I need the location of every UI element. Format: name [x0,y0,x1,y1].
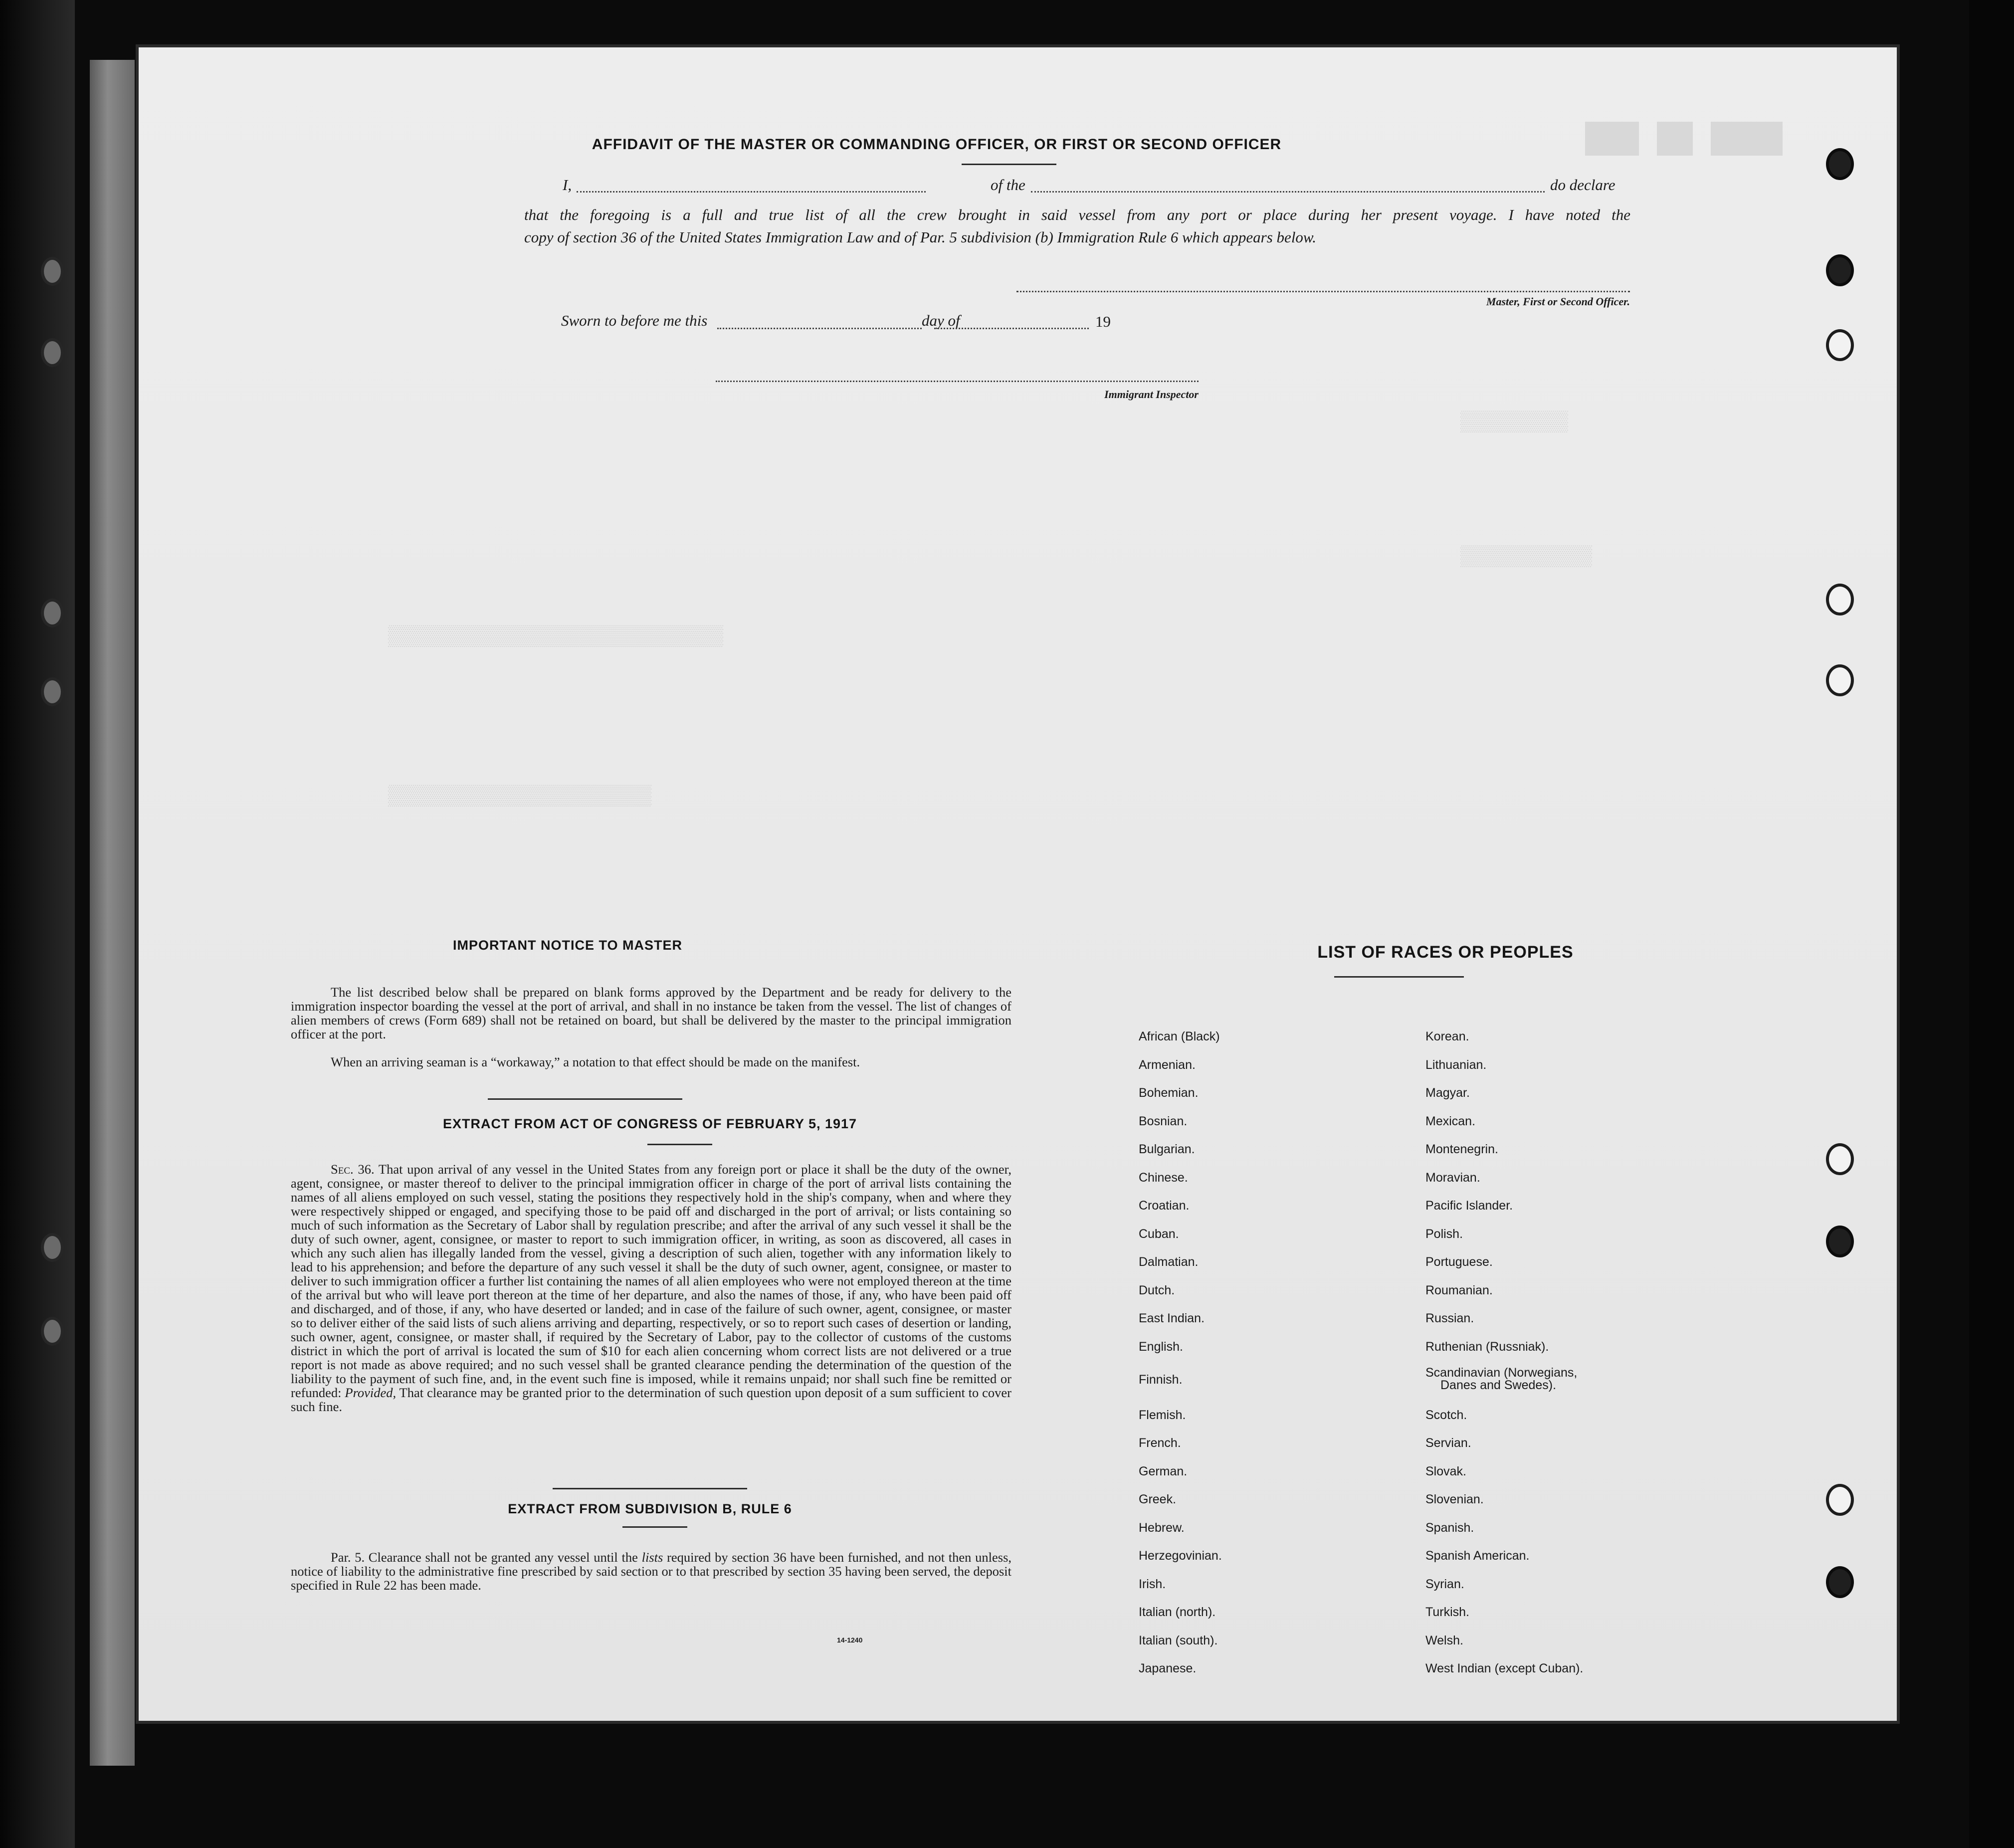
race-item: Portuguese. [1425,1255,1493,1269]
affidavit-title: AFFIDAVIT OF THE MASTER OR COMMANDING OFFICER, OR FIRST OR SECOND OFFICER [592,136,1282,153]
race-item: Slovenian. [1425,1492,1484,1506]
race-item: Scandinavian (Norwegians, [1425,1365,1578,1380]
signature-blank[interactable] [1016,291,1630,292]
month-blank[interactable] [934,328,1089,329]
scan-border-left [0,0,75,1848]
race-item: Magyar. [1425,1086,1470,1100]
extract-rule-title: EXTRACT FROM SUBDIVISION B, RULE 6 [508,1501,792,1516]
race-item: Hebrew. [1139,1520,1185,1535]
punch-hole-icon [1826,664,1854,696]
notice-paragraph-2: When an arriving seaman is a “workaway,” a notation to that effect should be made on the manifest. [331,1054,860,1069]
notice-title: IMPORTANT NOTICE TO MASTER [453,938,682,953]
binding-hole-icon [41,599,64,627]
race-item: German. [1139,1464,1188,1478]
race-item: Armenian. [1139,1057,1196,1072]
race-item: Italian (north). [1139,1605,1216,1619]
races-list-right [1425,983,1785,1691]
race-item: Flemish. [1139,1408,1186,1422]
binding-hole-icon [41,1233,64,1262]
race-item: Scotch. [1425,1408,1467,1422]
affidavit-text-line2: that the foregoing is a full and true list of all the crew brought in said vessel from any port or place during her present voyage. I have noted the [524,206,1630,223]
race-item: Russian. [1425,1311,1474,1325]
race-item: Chinese. [1139,1170,1188,1185]
race-item: Bulgarian. [1139,1142,1195,1156]
race-item: Dutch. [1139,1283,1175,1297]
race-item: Italian (south). [1139,1633,1218,1647]
race-item: Dalmatian. [1139,1255,1199,1269]
race-item: Pacific Islander. [1425,1199,1513,1213]
race-item: Lithuanian. [1425,1057,1487,1072]
par-5-end: required by section 36 have been furnished, and not then unless, notice of liability to the administrative fine prescribed by said section or to that prescribed by section 35 having been served, the deposit specified in Rule 22 has been made. [291,1550,1012,1593]
race-item: Roumanian. [1425,1283,1493,1297]
race-item: Korean. [1425,1029,1469,1043]
race-item: Turkish. [1425,1605,1469,1619]
provided-word: Provided, [345,1385,397,1400]
par-5-start: Par. 5. Clearance shall not be granted any vessel until the [331,1550,638,1565]
race-item: Mexican. [1425,1114,1476,1128]
notice-paragraph-1: The list described below shall be prepared on blank forms approved by the Department and be ready for delivery to the immigration inspector boarding the vessel at the port of arrival, and shall in no instance be taken from the vessel. The list of changes of alien members of crews (Form 689) shall not be retained on board, but shall be delivered by the master to the principal immigration officer at the port. [291,985,1011,1041]
divider [647,1144,712,1145]
race-item: Danes and Swedes). [1440,1378,1557,1392]
race-item: Montenegrin. [1425,1142,1498,1156]
race-item: Spanish. [1425,1520,1474,1535]
divider [488,1098,682,1100]
bleed-through: ▒▒▒▒▒▒▒▒▒ [1460,411,1569,434]
races-list-left [1139,983,1438,1691]
race-item: Bohemian. [1139,1086,1199,1100]
affidavit-declare-label: do declare [1550,176,1615,194]
lists-word: lists [641,1550,663,1565]
signature-label: Master, First or Second Officer. [1486,295,1630,308]
bleed-through: ▒▒▒▒▒▒▒▒▒▒▒▒▒▒▒▒▒▒▒▒▒▒ [388,786,652,808]
scanner-binding-strip [90,60,135,1766]
punch-hole-icon [1826,1484,1854,1516]
year-prefix: 19 [1095,313,1111,330]
section-36-text [291,1162,1011,1414]
punch-hole-icon [1826,1226,1854,1257]
bleed-through: ▒▒▒▒▒▒▒▒▒▒▒ [1460,546,1593,569]
punch-hole-icon [1826,1566,1854,1598]
race-item: Syrian. [1425,1577,1464,1591]
sworn-label: Sworn to before me this [561,312,708,329]
form-number: 14-1240 [837,1636,863,1644]
punch-hole-icon [1826,584,1854,616]
binding-hole-icon [41,257,64,286]
scan-border-right [1969,0,2014,1848]
race-item: Cuban. [1139,1227,1179,1241]
race-item: Greek. [1139,1492,1177,1506]
divider [1334,976,1464,978]
race-item: Croatian. [1139,1199,1190,1213]
divider [622,1526,687,1528]
race-item: East Indian. [1139,1311,1205,1325]
inspector-signature-blank[interactable] [716,381,1199,382]
race-item: Herzegovinian. [1139,1549,1222,1563]
affidavit-of-the-label: of the [991,176,1025,194]
bleed-through: ▒▒▒▒▒▒▒▒▒▒▒▒▒▒▒▒▒▒▒▒▒▒▒▒▒▒▒▒ [388,626,724,648]
divider [553,1488,747,1489]
divider [962,164,1056,165]
punch-hole-icon [1826,148,1854,180]
race-item: French. [1139,1436,1181,1450]
day-of-label: day of [922,312,960,329]
extract-act-title: EXTRACT FROM ACT OF CONGRESS OF FEBRUARY 5, 1917 [442,1116,857,1131]
race-item: Servian. [1425,1436,1471,1450]
race-item: Spanish American. [1425,1549,1530,1563]
race-item: West Indian (except Cuban). [1425,1661,1584,1675]
races-title: LIST OF RACES OR PEOPLES [1317,943,1574,962]
binding-hole-icon [41,338,64,367]
race-item: Ruthenian (Russniak). [1425,1339,1549,1354]
race-item: Bosnian. [1139,1114,1188,1128]
race-item: Polish. [1425,1227,1463,1241]
race-item: Irish. [1139,1577,1166,1591]
binding-hole-icon [41,1317,64,1346]
race-item: African (Black) [1139,1029,1220,1043]
binding-hole-icon [41,677,64,706]
inspector-label: Immigrant Inspector [1104,388,1199,401]
vessel-blank[interactable] [1031,191,1545,193]
section-label: Sec. 36. [331,1162,375,1177]
sworn-day-blank[interactable] [717,328,922,329]
par-5-text [291,1550,1011,1592]
section-36-body: That upon arrival of any vessel in the United States from any foreign port or place it shall be the duty of the owner, agent, consignee, or master thereof to deliver to the principal immigration officer in charge of the port of arrival lists containing the names of all aliens employed on such vessel, stating the positions they respectively hold in the ship's company, when and where they were respectively shipped or engaged, and specifying those to be paid off and discharged in the port of arrival; or lists containing so much of such information as the Secretary of Labor shall by regulation prescribe; and after the arrival of any such vessel it shall be the duty of such owner, agent, consignee, or master to report to such immigration officer, in writing, as soon as discovered, all cases in which any such alien has illegally landed from the vessel, giving a description of such alien, together with any information likely to lead to his apprehension; and before the departure of any such vessel it shall be the duty of such owner, agent, consignee, or master to deliver to such immigration officer a further list containing the names of all alien employees who were not employed thereon at the time of the arrival but who will leave port thereon at the time of her departure, and also the names of those, if any, who have been paid off and discharged, and of those, if any, who have deserted or landed; and in case of the failure of such owner, agent, consignee, or master so to deliver either of the said lists of such aliens arriving and departing, respectively, or so to report such cases of desertion or landing, such owner, agent, consignee, or master shall, if required by the Secretary of Labor, pay to the collector of customs of the customs district in which the port of arrival is located the sum of $10 for each alien concerning whom correct lists are not delivered or a true report is not made as above required; and no such vessel shall be granted clearance pending the determination of the question of the liability to the payment of such fine, and, in the event such fine is imposed, while it remains unpaid; nor shall such fine be remitted or refunded: [291,1162,1011,1400]
manifest-page [139,47,1897,1721]
punch-hole-icon [1826,1143,1854,1175]
race-item: Finnish. [1139,1373,1183,1387]
punch-hole-icon [1826,329,1854,361]
race-item: Welsh. [1425,1633,1463,1647]
race-item: Slovak. [1425,1464,1466,1478]
race-item: English. [1139,1339,1183,1354]
race-item: Moravian. [1425,1170,1480,1185]
affidavit-text-line3: copy of section 36 of the United States Immigration Law and of Par. 5 subdivision (b) Immigration Rule 6 which appears below. [524,228,1317,246]
name-blank[interactable] [577,191,926,193]
section-36-end: That clearance may be granted prior to the determination of such question upon deposit of a sum sufficient to cover such fine. [291,1385,1011,1414]
race-item: Japanese. [1139,1661,1197,1675]
affidavit-i-label: I, [563,176,572,194]
bleed-through: ███ ██ ████ [1585,122,1783,156]
punch-hole-icon [1826,254,1854,286]
